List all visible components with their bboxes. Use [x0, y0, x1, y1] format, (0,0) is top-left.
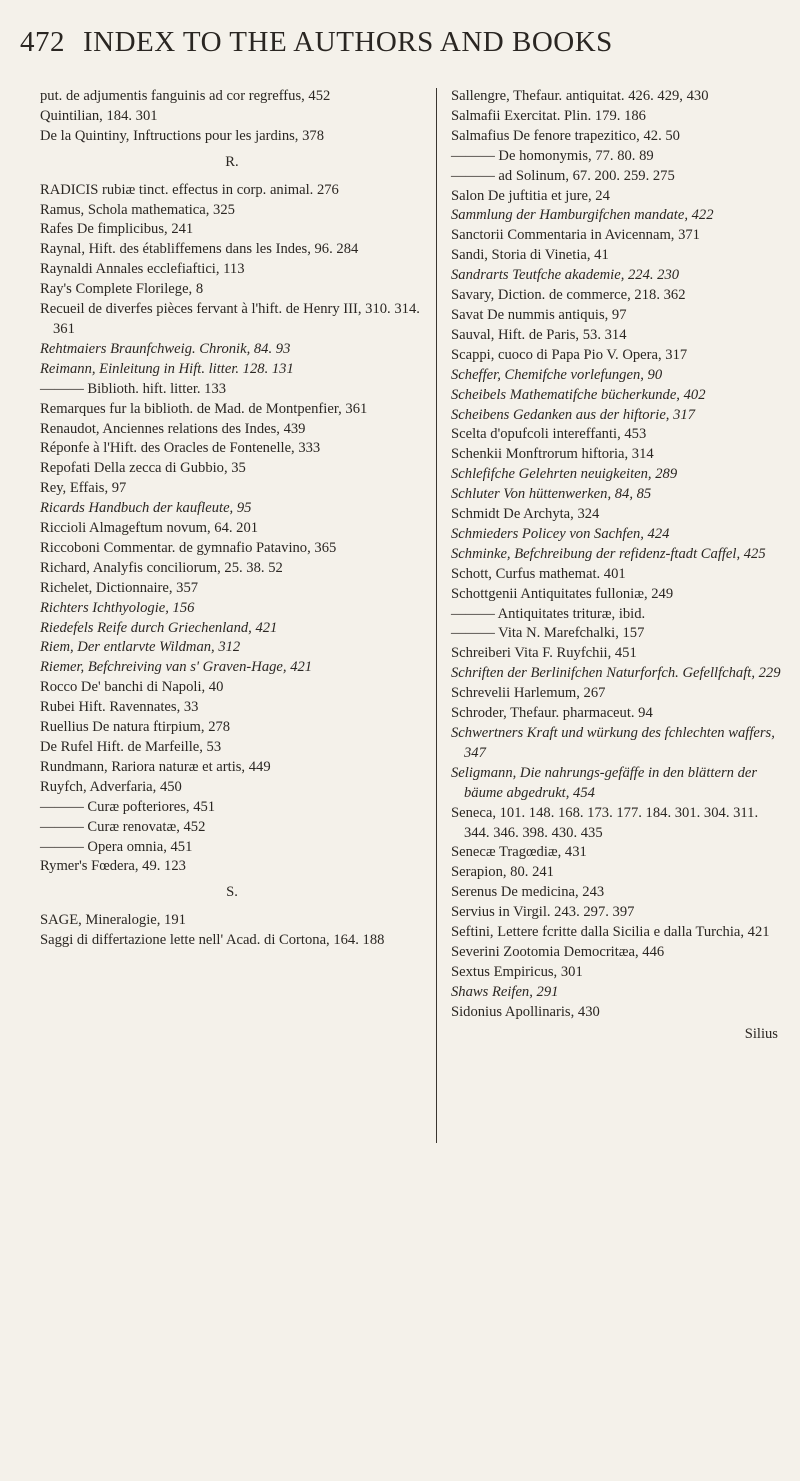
index-entry: Salmafius De fenore trapezitico, 42. 50	[451, 127, 680, 144]
index-entry: Sandi, Storia di Vinetia, 41	[451, 247, 609, 264]
index-entry: ——— Antiquitates trituræ, ibid.	[451, 605, 646, 622]
index-entry: Rubei Hift. Ravennates, 33	[40, 699, 199, 716]
index-entry: Schwertners Kraft und würkung des fchlechten waffers, 347	[451, 725, 775, 761]
index-entry: ——— Vita N. Marefchalki, 157	[451, 625, 645, 642]
index-entry: Rundmann, Rariora naturæ et artis, 449	[40, 758, 271, 775]
index-entry: Senecæ Tragœdiæ, 431	[451, 844, 587, 861]
index-entry: De Rufel Hift. de Marfeille, 53	[40, 739, 222, 755]
index-entry: Schluter Von hüttenwerken, 84, 85	[451, 486, 652, 503]
index-entry: put. de adjumentis fanguinis ad cor regreffus, 452	[40, 88, 331, 104]
index-entry: Riem, Der entlarvte Wildman, 312	[40, 639, 241, 656]
index-entry: Salmafii Exercitat. Plin. 179. 186	[451, 107, 646, 124]
index-entry: ——— ad Solinum, 67. 200. 259. 275	[451, 167, 675, 184]
index-entry: Sidonius Apollinaris, 430	[451, 1003, 600, 1020]
index-entry: Raynal, Hift. des établiffemens dans les Indes, 96. 284	[40, 241, 359, 258]
running-title: INDEX TO THE AUTHORS AND BOOKS	[83, 26, 613, 58]
index-entry: Schminke, Befchreibung der refidenz-ftadt Caffel, 425	[451, 545, 766, 562]
index-entry: ——— De homonymis, 77. 80. 89	[451, 147, 654, 164]
index-entry: ——— Curæ renovatæ, 452	[40, 818, 206, 835]
index-entry: Recueil de diverfes pièces fervant à l'hift. de Henry III, 310. 314. 361	[40, 301, 420, 337]
index-entry: Schenkii Monftrorum hiftoria, 314	[451, 446, 654, 463]
index-entry: Richard, Analyfis conciliorum, 25. 38. 52	[40, 559, 283, 576]
index-entry: Seligmann, Die nahrungs-gefäffe in den blättern der bäume abgedrukt, 454	[451, 764, 758, 801]
index-entry: Schrevelii Harlemum, 267	[451, 685, 606, 702]
index-entry: Schlefifche Gelehrten neuigkeiten, 289	[451, 466, 678, 483]
index-entry: Scelta d'opufcoli intereffanti, 453	[451, 426, 647, 443]
left-column	[40, 87, 424, 951]
index-entry: Scheibels Mathematifche bücherkunde, 402	[451, 386, 706, 403]
index-entry: Serenus De medicina, 243	[451, 884, 605, 901]
index-entry: Ricards Handbuch der kaufleute, 95	[40, 500, 252, 517]
index-entry: Quintilian, 184. 301	[40, 107, 158, 124]
index-entry: Schroder, Thefaur. pharmaceut. 94	[451, 705, 653, 722]
catchword: Silius	[744, 1025, 778, 1042]
index-entry: Riedefels Reife durch Griechenland, 421	[40, 619, 278, 636]
index-entry: Scappi, cuoco di Papa Pio V. Opera, 317	[451, 346, 688, 363]
index-entry: Severini Zootomia Democritæa, 446	[451, 943, 665, 960]
index-entry: Savary, Diction. de commerce, 218. 362	[451, 287, 686, 304]
right-column	[451, 87, 786, 1045]
index-entry: Schmidt De Archyta, 324	[451, 506, 600, 523]
index-entry: Servius in Virgil. 243. 297. 397	[451, 904, 635, 921]
index-entry: SAGE, Mineralogie, 191	[40, 912, 186, 929]
index-entry: Rey, Effais, 97	[40, 480, 127, 497]
index-entry: Riccoboni Commentar. de gymnafio Patavino, 365	[40, 539, 337, 556]
index-entry: Rehtmaiers Braunfchweig. Chronik, 84. 93	[40, 340, 291, 357]
column-divider	[436, 88, 437, 1143]
index-entry: Ray's Complete Florilege, 8	[40, 281, 204, 298]
index-entry: ——— Opera omnia, 451	[40, 838, 193, 855]
index-entry: RADICIS rubiæ tinct. effectus in corp. animal. 276	[40, 181, 339, 198]
index-entry: Richelet, Dictionnaire, 357	[40, 579, 199, 596]
index-entry: Ruyfch, Adverfaria, 450	[40, 778, 182, 795]
index-entry: Serapion, 80. 241	[451, 864, 554, 881]
index-entry: Rymer's Fœdera, 49. 123	[40, 858, 186, 875]
index-entry: Sanctorii Commentaria in Avicennam, 371	[451, 227, 700, 244]
index-entry: ——— Curæ pofteriores, 451	[40, 798, 216, 815]
index-entry: Renaudot, Anciennes relations des Indes, 439	[40, 420, 306, 437]
section-letter: S.	[226, 884, 238, 901]
index-entry: Sauval, Hift. de Paris, 53. 314	[451, 326, 627, 343]
index-entry: Sammlung der Hamburgifchen mandate, 422	[451, 207, 714, 224]
page-number: 472	[20, 26, 65, 58]
section-letter: R.	[225, 153, 239, 170]
index-entry: Saggi di differtazione lette nell' Acad. di Cortona, 164. 188	[40, 932, 385, 949]
index-entry: Repofati Della zecca di Gubbio, 35	[40, 460, 246, 477]
index-entry: Schott, Curfus mathemat. 401	[451, 565, 626, 582]
index-entry: Shaws Reifen, 291	[451, 983, 559, 1000]
index-entry: Reimann, Einleitung in Hift. litter. 128. 131	[40, 360, 294, 377]
index-entry: Ramus, Schola mathematica, 325	[40, 201, 235, 218]
index-entry: Schreiberi Vita F. Ruyfchii, 451	[451, 645, 637, 662]
index-entry: Richters Ichthyologie, 156	[40, 599, 195, 616]
index-entry: ——— Biblioth. hift. litter. 133	[40, 380, 227, 397]
index-entry: Schmieders Policey von Sachfen, 424	[451, 525, 670, 542]
index-entry: Remarques fur la biblioth. de Mad. de Montpenfier, 361	[40, 400, 368, 417]
index-entry: Rafes De fimplicibus, 241	[40, 221, 194, 238]
index-entry: Schriften der Berlinifchen Naturforfch. Gefellfchaft, 229	[451, 665, 781, 682]
index-entry: Riemer, Befchreiving van s' Graven-Hage, 421	[40, 659, 313, 676]
index-entry: Sallengre, Thefaur. antiquitat. 426. 429, 430	[451, 88, 709, 104]
index-entry: Scheffer, Chemifche vorlefungen, 90	[451, 366, 663, 383]
index-entry: De la Quintiny, Inftructions pour les jardins, 378	[40, 127, 324, 144]
index-entry: Savat De nummis antiquis, 97	[451, 306, 627, 323]
index-entry: Salon De juftitia et jure, 24	[451, 187, 610, 204]
index-entry: Sandrarts Teutfche akademie, 224. 230	[451, 267, 680, 284]
index-entry: Seneca, 101. 148. 168. 173. 177. 184. 301. 304. 311. 344. 346. 398. 430. 435	[451, 804, 759, 841]
page-header	[20, 26, 780, 59]
index-entry: Sextus Empiricus, 301	[451, 963, 583, 980]
index-entry: Seftini, Lettere fcritte dalla Sicilia e dalla Turchia, 421	[451, 924, 770, 941]
index-entry: Raynaldi Annales ecclefiaftici, 113	[40, 261, 245, 278]
index-entry: Riccioli Almageftum novum, 64. 201	[40, 520, 259, 537]
index-entry: Réponfe à l'Hift. des Oracles de Fontenelle, 333	[40, 440, 321, 457]
index-entry: Schottgenii Antiquitates fulloniæ, 249	[451, 585, 674, 602]
index-entry: Scheibens Gedanken aus der hiftorie, 317	[451, 406, 695, 423]
index-entry: Rocco De' banchi di Napoli, 40	[40, 679, 224, 696]
index-entry: Ruellius De natura ftirpium, 278	[40, 719, 231, 736]
